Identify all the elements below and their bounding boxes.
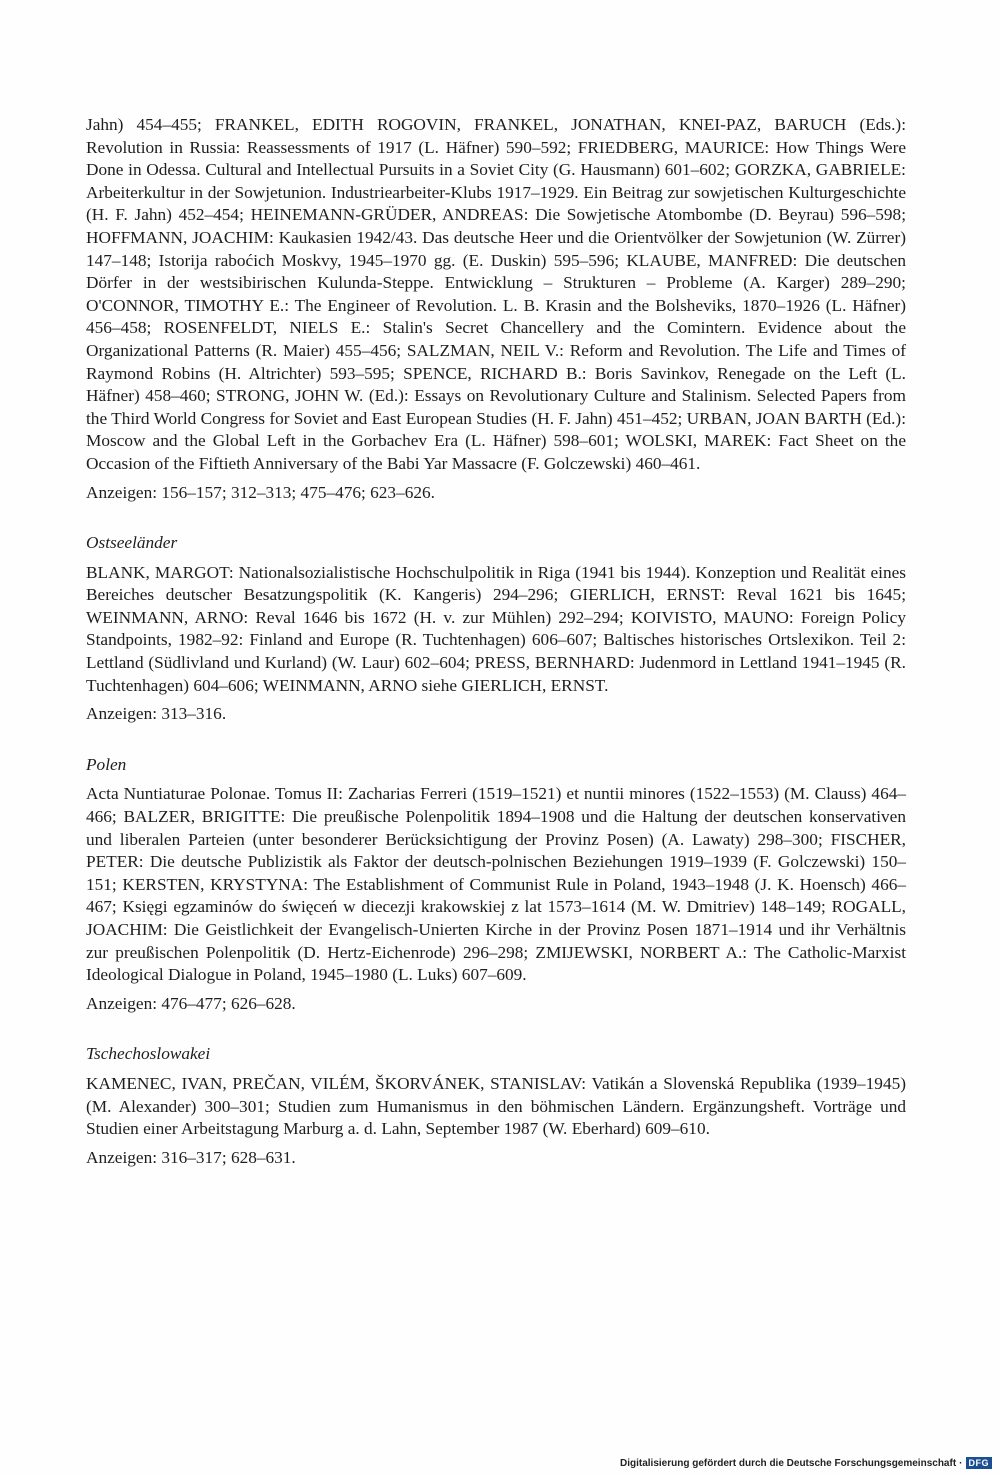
- footer-text: Digitalisierung gefördert durch die Deutsche Forschungsgemeinschaft: [619, 1457, 957, 1469]
- section-heading-polen: Polen: [86, 754, 127, 774]
- section-heading-ostsee: Ostseeländer: [86, 533, 178, 553]
- dfg-logo: DFG: [966, 1457, 993, 1469]
- digitization-footer: [620, 1457, 992, 1469]
- page-content: [86, 114, 906, 1169]
- section-body-tschecho: KAMENEC, IVAN, PREČAN, VILÉM, ŠKORVÁNEK, STANISLAV: Vatikán a Slovenská Republika (1939–1945) (M. Alexander) 300–301; Studien zum Humanismus in den böhmischen Ländern. Ergänzungsheft. Vorträge und Studien einer Arbeitstagung Marburg a. d. Lahn, September 1987 (W. Eberhard) 609–610.: [86, 1073, 906, 1139]
- section-body-polen: Acta Nuntiaturae Polonae. Tomus II: Zacharias Ferreri (1519–1521) et nuntii minores (1522–1553) (M. Clauss) 464–466; BALZER, BRIGITTE: Die preußische Polenpolitik 1894–1908 und die Haltung der deutschen konservativen und liberalen Parteien (unter besonderer Berücksichtigung der Provinz Posen) (A. Lawaty) 298–300; FISCHER, PETER: Die deutsche Publizistik als Faktor der deutsch-polnischen Beziehungen 1919–1939 (F. Golczewski) 150–151; KERSTEN, KRYSTYNA: The Establishment of Communist Rule in Poland, 1943–1948 (J. K. Hoensch) 466–467; Księgi egzaminów do święceń w diecezji krakowskiej z lat 1573–1614 (M. W. Dmitriev) 148–149; ROGALL, JOACHIM: Die Geistlichkeit der Evangelisch-Unierten Kirche in der Provinz Posen 1871–1914 und ihr Verhältnis zur preußischen Polenpolitik (D. Hertz-Eichenrode) 296–298; ZMIJEWSKI, NORBERT A.: The Catholic-Marxist Ideological Dialogue in Poland, 1945–1980 (L. Luks) 607–609.: [86, 784, 906, 985]
- footer-separator: ·: [959, 1457, 963, 1469]
- section-body-intro: Jahn) 454–455; FRANKEL, EDITH ROGOVIN, FRANKEL, JONATHAN, KNEI-PAZ, BARUCH (Eds.): Revolution in Russia: Reassessments of 1917 (L. Häfner) 590–592; FRIEDBERG, MAURICE: How Things Were Done in Odessa. Cultural and Intellectual Pursuits in a Soviet City (G. Hausmann) 601–602; GORZKA, GABRIELE: Arbeiterkultur in der Sowjetunion. Industriearbeiter-Klubs 1917–1929. Ein Beitrag zur sowjetischen Kulturgeschichte (H. F. Jahn) 452–454; HEINEMANN-GRÜDER, ANDREAS: Die Sowjetische Atombombe (D. Beyrau) 596–598; HOFFMANN, JOACHIM: Kaukasien 1942/43. Das deutsche Heer und die Orientvölker der Sowjetunion (W. Zürrer) 147–148; Istorija raboćich Moskvy, 1945–1970 gg. (E. Duskin) 595–596; KLAUBE, MANFRED: Die deutschen Dörfer in der westsibirischen Kulunda-Steppe. Entwicklung – Strukturen – Probleme (A. Karger) 289–290; O'CONNOR, TIMOTHY E.: The Engineer of Revolution. L. B. Krasin and the Bolsheviks, 1870–1926 (L. Häfner) 456–458; ROSENFELDT, NIELS E.: Stalin's Secret Chancellery and the Comintern. Evidence about the Organizational Patterns (R. Maier) 455–456; SALZMAN, NEIL V.: Reform and Revolution. The Life and Times of Raymond Robins (H. Altrichter) 593–595; SPENCE, RICHARD B.: Boris Savinkov, Renegade on the Left (L. Häfner) 458–460; STRONG, JOHN W. (Ed.): Essays on Revolutionary Culture and Stalinism. Selected Papers from the Third World Congress for Soviet and East European Studies (H. F. Jahn) 451–452; URBAN, JOAN BARTH (Ed.): Moscow and the Global Left in the Gorbachev Era (L. Häfner) 598–601; WOLSKI, MAREK: Fact Sheet on the Occasion of the Fiftieth Anniversary of the Babi Yar Massacre (F. Golczewski) 460–461.: [86, 115, 906, 473]
- section-body-ostsee: BLANK, MARGOT: Nationalsozialistische Hochschulpolitik in Riga (1941 bis 1944). Konzeption und Realität eines Bereiches deutscher Besatzungspolitik (K. Kangeris) 294–296; GIERLICH, ERNST: Reval 1621 bis 1645; WEINMANN, ARNO: Reval 1646 bis 1672 (H. v. zur Mühlen) 292–294; KOIVISTO, MAUNO: Foreign Policy Standpoints, 1982–92: Finland and Europe (R. Tuchtenhagen) 606–607; Baltisches historisches Ortslexikon. Teil 2: Lettland (Südlivland und Kurland) (W. Laur) 602–604; PRESS, BERNHARD: Judenmord in Lettland 1941–1945 (R. Tuchtenhagen) 604–606; WEINMANN, ARNO siehe GIERLICH, ERNST.: [86, 562, 906, 695]
- section-heading-tschecho: Tschechoslowakei: [86, 1044, 211, 1064]
- ads-line-tschecho: Anzeigen: 316–317; 628–631.: [86, 1147, 296, 1167]
- ads-line-intro: Anzeigen: 156–157; 312–313; 475–476; 623–626.: [86, 482, 435, 502]
- ads-line-ostsee: Anzeigen: 313–316.: [86, 704, 227, 724]
- ads-line-polen: Anzeigen: 476–477; 626–628.: [86, 993, 296, 1013]
